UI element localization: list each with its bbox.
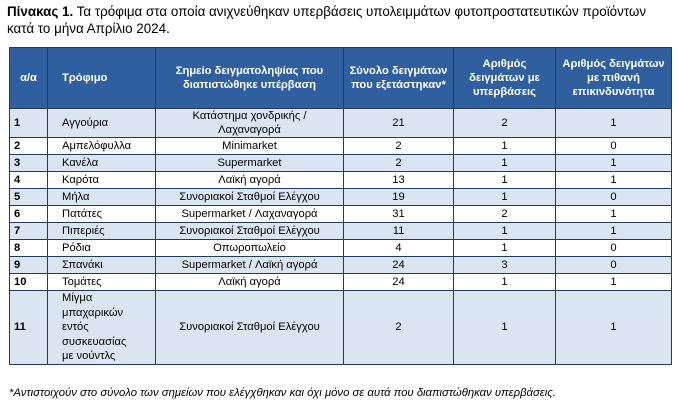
cell-total-samples: 31	[344, 206, 454, 223]
cell-total-samples: 13	[344, 172, 454, 189]
cell-total-samples: 2	[344, 155, 454, 172]
cell-num: 7	[10, 223, 48, 240]
cell-exceedances: 1	[454, 189, 556, 206]
cell-site: Λαϊκή αγορά	[156, 274, 344, 291]
header-total: Σύνολο δειγμάτων που εξετάστηκαν*	[344, 48, 454, 109]
cell-exceedances: 1	[454, 155, 556, 172]
cell-site: Minimarket	[156, 138, 344, 155]
cell-total-samples: 4	[344, 240, 454, 257]
header-site: Σημείο δειγματοληψίας που διαπιστώθηκε υπέρβαση	[156, 48, 344, 109]
cell-num: 10	[10, 274, 48, 291]
cell-hazard: 1	[556, 291, 672, 365]
cell-site: Supermarket	[156, 155, 344, 172]
cell-num: 11	[10, 291, 48, 365]
cell-site: Supermarket / Λαχαναγορά	[156, 206, 344, 223]
cell-food: Σπανάκι	[48, 257, 156, 274]
caption-text: Τα τρόφιμα στα οποία ανιχνεύθηκαν υπερβάσεις υπολειμμάτων φυτοπροστατευτικών προϊόντων κατά το μήνα Απρίλιο 2024.	[7, 4, 647, 36]
cell-exceedances: 1	[454, 291, 556, 365]
cell-num: 4	[10, 172, 48, 189]
footnote: *Αντιστοιχούν στο σύνολο των σημείων που ελέγχθηκαν και όχι μόνο σε αυτά που διαπιστώθηκαν υπερβάσεις.	[9, 387, 556, 399]
header-exceed: Αριθμός δειγμάτων με υπερβάσεις	[454, 48, 556, 109]
cell-food: Μήλα	[48, 189, 156, 206]
table-caption	[7, 3, 671, 37]
cell-total-samples: 24	[344, 274, 454, 291]
cell-hazard: 0	[556, 257, 672, 274]
cell-food: Ρόδια	[48, 240, 156, 257]
cell-hazard: 1	[556, 223, 672, 240]
table-row	[10, 206, 672, 223]
cell-hazard: 1	[556, 109, 672, 138]
table-row	[10, 240, 672, 257]
cell-hazard: 0	[556, 189, 672, 206]
cell-exceedances: 1	[454, 172, 556, 189]
table-row	[10, 109, 672, 138]
header-num: α/α	[10, 48, 48, 109]
residue-exceedance-table	[9, 47, 672, 365]
cell-exceedances: 1	[454, 240, 556, 257]
table-row	[10, 155, 672, 172]
cell-num: 3	[10, 155, 48, 172]
cell-exceedances: 2	[454, 109, 556, 138]
cell-total-samples: 2	[344, 138, 454, 155]
table-row	[10, 189, 672, 206]
cell-num: 5	[10, 189, 48, 206]
cell-site: Συνοριακοί Σταθμοί Ελέγχου	[156, 189, 344, 206]
cell-site: Supermarket / Λαϊκή αγορά	[156, 257, 344, 274]
cell-total-samples: 11	[344, 223, 454, 240]
cell-hazard: 0	[556, 240, 672, 257]
header-hazard: Αριθμός δειγμάτων με πιθανή επικινδυνότητα	[556, 48, 672, 109]
cell-food: Αμπελόφυλλα	[48, 138, 156, 155]
cell-num: 6	[10, 206, 48, 223]
cell-site: Οπωροπωλείο	[156, 240, 344, 257]
cell-food: Μίγμα μπαχαρικών εντός συσκευασίας με νούντλς	[48, 291, 156, 365]
table-row	[10, 257, 672, 274]
cell-exceedances: 1	[454, 274, 556, 291]
cell-food: Κανέλα	[48, 155, 156, 172]
cell-exceedances: 3	[454, 257, 556, 274]
cell-food: Πιπεριές	[48, 223, 156, 240]
cell-food: Τομάτες	[48, 274, 156, 291]
table-row	[10, 223, 672, 240]
cell-total-samples: 24	[344, 257, 454, 274]
cell-food: Καρότα	[48, 172, 156, 189]
table-row	[10, 172, 672, 189]
cell-site: Κατάστημα χονδρικής /Λαχαναγορά	[156, 109, 344, 138]
cell-site: Συνοριακοί Σταθμοί Ελέγχου	[156, 291, 344, 365]
cell-food: Πατάτες	[48, 206, 156, 223]
cell-site: Συνοριακοί Σταθμοί Ελέγχου	[156, 223, 344, 240]
cell-hazard: 1	[556, 274, 672, 291]
cell-exceedances: 1	[454, 223, 556, 240]
cell-site: Λαϊκή αγορά	[156, 172, 344, 189]
cell-exceedances: 1	[454, 138, 556, 155]
cell-num: 8	[10, 240, 48, 257]
cell-num: 2	[10, 138, 48, 155]
cell-hazard: 1	[556, 172, 672, 189]
cell-food: Αγγούρια	[48, 109, 156, 138]
cell-num: 9	[10, 257, 48, 274]
table-row	[10, 138, 672, 155]
cell-total-samples: 19	[344, 189, 454, 206]
header-food: Τρόφιμο	[48, 48, 156, 109]
cell-hazard: 1	[556, 155, 672, 172]
cell-exceedances: 2	[454, 206, 556, 223]
cell-total-samples: 21	[344, 109, 454, 138]
table-header-row	[10, 48, 672, 109]
table-row	[10, 291, 672, 365]
table-row	[10, 274, 672, 291]
table-body	[10, 109, 672, 365]
cell-hazard: 1	[556, 206, 672, 223]
cell-total-samples: 2	[344, 291, 454, 365]
caption-label: Πίνακας 1.	[7, 4, 74, 19]
cell-num: 1	[10, 109, 48, 138]
cell-hazard: 0	[556, 138, 672, 155]
